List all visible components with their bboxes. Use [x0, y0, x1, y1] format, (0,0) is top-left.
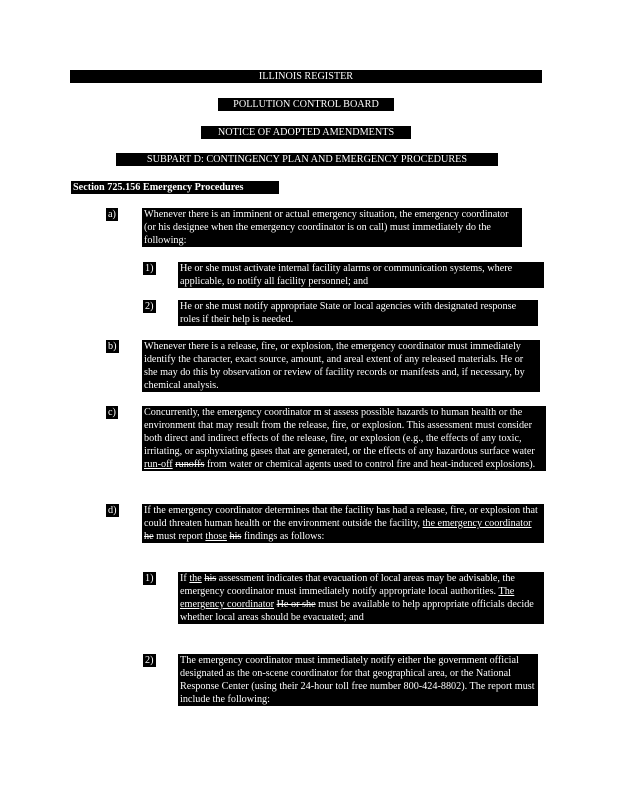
paragraph-d	[142, 504, 544, 543]
paragraph-d2-text: The emergency coordinator must immediately notify either the government official designated as the on-scene coordinator for that geographical area, or the National Response Center (using their 24-hour toll free number 800-424-8802). The report must include the following:	[180, 655, 535, 705]
deleted-his: his	[229, 531, 242, 542]
paragraph-d1-text-2: assessment indicates that evacuation of local areas may be advisable, the emergency coordinator must immediately notify appropriate local authorities.	[180, 573, 515, 597]
deleted-he: he	[144, 531, 154, 542]
deleted-his-2: his	[204, 573, 217, 584]
label-d1: 1)	[145, 573, 154, 584]
paragraph-c	[142, 406, 546, 471]
section-heading-text: Section 725.156 Emergency Procedures	[73, 182, 244, 193]
subpart-title-text: SUBPART D: CONTINGENCY PLAN AND EMERGENCY PROCEDURES	[146, 154, 468, 165]
paragraph-b	[142, 340, 540, 392]
board-title	[218, 98, 394, 111]
deleted-runoffs: runoffs	[175, 459, 205, 470]
paragraph-c-text-1: Concurrently, the emergency coordinator m st assess possible hazards to human health or the environment that may result from the release, fire, or explosion. This assessment must consider both direct and indirect effects of the release, fire, or explosion (e.g., the effects of any toxic, irritating, or asphyxiating gases that are generated, or the effects of any hazardous surface water	[144, 407, 535, 457]
paragraph-a2-text: He or she must notify appropriate State or local agencies with designated response roles if their help is needed.	[180, 301, 517, 325]
register-banner	[70, 70, 542, 83]
paragraph-d-text-1: If the emergency coordinator determines that the facility has had a release, fire, or explosion that could threaten human health or the environment outside the facility,	[144, 505, 538, 529]
deleted-he-or-she: He or she	[276, 599, 316, 610]
inserted-those: those	[205, 531, 227, 542]
paragraph-d1	[178, 572, 544, 624]
paragraph-d2	[178, 654, 538, 706]
paragraph-a1-text: He or she must activate internal facility alarms or communication systems, where applicable, to notify all facility personnel; and	[180, 263, 513, 287]
subpart-title	[116, 153, 498, 166]
label-a: a)	[108, 209, 116, 220]
paragraph-d1-text-1: If	[180, 573, 190, 584]
label-c: c)	[108, 407, 116, 418]
paragraph-a2	[178, 300, 538, 326]
board-title-text: POLLUTION CONTROL BOARD	[233, 99, 379, 110]
label-d: d)	[108, 505, 117, 516]
label-b: b)	[108, 341, 117, 352]
label-d2: 2)	[145, 655, 154, 666]
inserted-runoff: run-off	[144, 459, 173, 470]
paragraph-d-text-3: findings as follows:	[241, 531, 325, 542]
label-a1: 1)	[145, 263, 154, 274]
notice-title-text: NOTICE OF ADOPTED AMENDMENTS	[217, 127, 395, 138]
paragraph-a1	[178, 262, 544, 288]
inserted-emergency-coordinator: the emergency coordinator	[422, 518, 532, 529]
paragraph-b-text: Whenever there is a release, fire, or explosion, the emergency coordinator must immediately identify the character, exact source, amount, and areal extent of any released materials. He or she may do this by observation or review of facility records or manifests and, if necessary, by chemical analysis.	[144, 341, 525, 391]
section-heading	[71, 181, 279, 194]
register-title: ILLINOIS REGISTER	[258, 71, 354, 82]
paragraph-c-text-2: from water or chemical agents used to control fire and heat-induced explosions).	[204, 459, 536, 470]
paragraph-d-text-2: must report	[153, 531, 206, 542]
paragraph-a-text: Whenever there is an imminent or actual emergency situation, the emergency coordinator (or his designee when the emergency coordinator is on call) must immediately do the following:	[144, 209, 509, 246]
notice-title	[201, 126, 411, 139]
paragraph-d1-text-3: must be available to help appropriate officials decide whether local areas should be evacuated; and	[180, 599, 534, 623]
label-a2: 2)	[145, 301, 154, 312]
inserted-the: the	[189, 573, 202, 584]
inserted-the-emergency-coordinator: The emergency coordinator	[180, 586, 515, 610]
paragraph-a	[142, 208, 522, 247]
